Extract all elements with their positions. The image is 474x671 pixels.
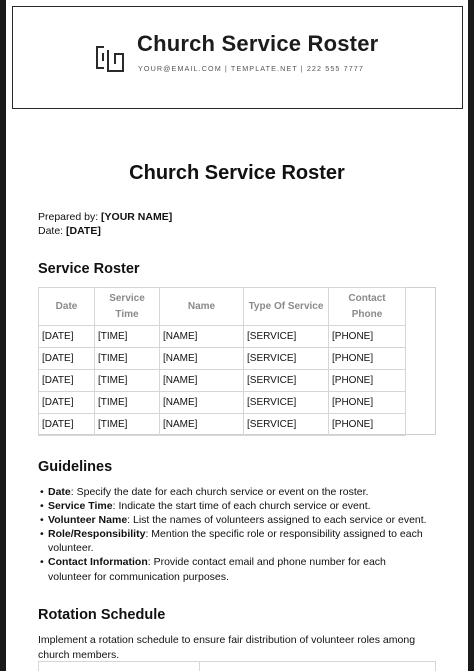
cell-name: [NAME] <box>160 348 244 370</box>
guideline-text: : Indicate the start time of each church service or event. <box>112 500 371 513</box>
cell-time: [TIME] <box>95 414 160 436</box>
guideline-term: Volunteer Name <box>48 514 128 527</box>
list-item <box>40 485 430 499</box>
cell-name: [NAME] <box>160 370 244 392</box>
guideline-text: : Mention the specific role or responsibility assigned to each volunteer. <box>48 528 423 555</box>
document-title: Church Service Roster <box>129 162 345 184</box>
cell-phone: [PHONE] <box>329 370 406 392</box>
cell-date: [DATE] <box>39 370 95 392</box>
table-header-row <box>39 288 406 326</box>
letterhead <box>12 6 463 109</box>
column-header-type-of-service: Type Of Service <box>244 288 329 326</box>
guideline-text: : List the names of volunteers assigned to each service or event. <box>127 514 427 527</box>
prepared-by <box>38 211 172 223</box>
table-row <box>39 326 406 348</box>
guideline-term: Service Time <box>48 500 113 513</box>
rotation-schedule-heading: Rotation Schedule <box>38 607 166 623</box>
cell-time: [TIME] <box>95 348 160 370</box>
cell-phone: [PHONE] <box>329 326 406 348</box>
list-item <box>40 527 430 555</box>
page-edge-right <box>468 0 474 671</box>
cell-service: [SERVICE] <box>244 326 329 348</box>
cell-phone: [PHONE] <box>329 348 406 370</box>
guideline-term: Date <box>48 486 71 498</box>
list-item <box>40 555 430 583</box>
guideline-term: Role/Responsibility <box>48 528 146 541</box>
column-header-contact-phone: Contact Phone <box>329 288 406 326</box>
cell-name: [NAME] <box>160 414 244 436</box>
cell-date: [DATE] <box>39 326 95 348</box>
cell-time: [TIME] <box>95 326 160 348</box>
column-header-name: Name <box>160 288 244 326</box>
date-value: [DATE] <box>66 225 101 237</box>
letterhead-contact: YOUR@EMAIL.COM | TEMPLATE.NET | 222 555 7777 <box>138 64 365 73</box>
cell-phone: [PHONE] <box>329 414 406 436</box>
table-row <box>39 414 406 436</box>
rotation-schedule-text: Implement a rotation schedule to ensure fair distribution of volunteer roles among church members. <box>38 634 416 661</box>
cell-service: [SERVICE] <box>244 348 329 370</box>
guidelines-heading: Guidelines <box>38 459 113 475</box>
table-row <box>39 370 406 392</box>
date-label: Date: <box>38 225 64 237</box>
rotation-table-divider <box>199 662 200 671</box>
list-item <box>40 499 430 513</box>
cell-service: [SERVICE] <box>244 414 329 436</box>
cell-date: [DATE] <box>39 392 95 414</box>
service-roster-table <box>38 287 406 436</box>
guideline-term: Contact Information <box>48 556 148 569</box>
guidelines-list <box>40 485 430 584</box>
guideline-text: : Specify the date for each church service or event on the roster. <box>70 486 369 498</box>
prepared-by-label: Prepared by: <box>38 211 99 223</box>
logo-icon <box>95 44 125 74</box>
cell-name: [NAME] <box>160 392 244 414</box>
service-roster-heading: Service Roster <box>38 261 140 277</box>
list-item <box>40 513 430 527</box>
guideline-text: : Provide contact email and phone number for each volunteer for communication purposes. <box>48 556 386 583</box>
cell-date: [DATE] <box>39 348 95 370</box>
table-row <box>39 348 406 370</box>
cell-time: [TIME] <box>95 392 160 414</box>
cell-service: [SERVICE] <box>244 370 329 392</box>
letterhead-title: Church Service Roster <box>137 31 379 56</box>
cell-time: [TIME] <box>95 370 160 392</box>
column-header-service-time: Service Time <box>95 288 160 326</box>
table-row <box>39 392 406 414</box>
cell-phone: [PHONE] <box>329 392 406 414</box>
cell-service: [SERVICE] <box>244 392 329 414</box>
cell-date: [DATE] <box>39 414 95 436</box>
cell-name: [NAME] <box>160 326 244 348</box>
column-header-date: Date <box>39 288 95 326</box>
page-edge-left <box>0 0 6 671</box>
document-date <box>38 225 101 237</box>
prepared-by-value: [YOUR NAME] <box>101 211 173 223</box>
rotation-table-top <box>38 661 436 671</box>
